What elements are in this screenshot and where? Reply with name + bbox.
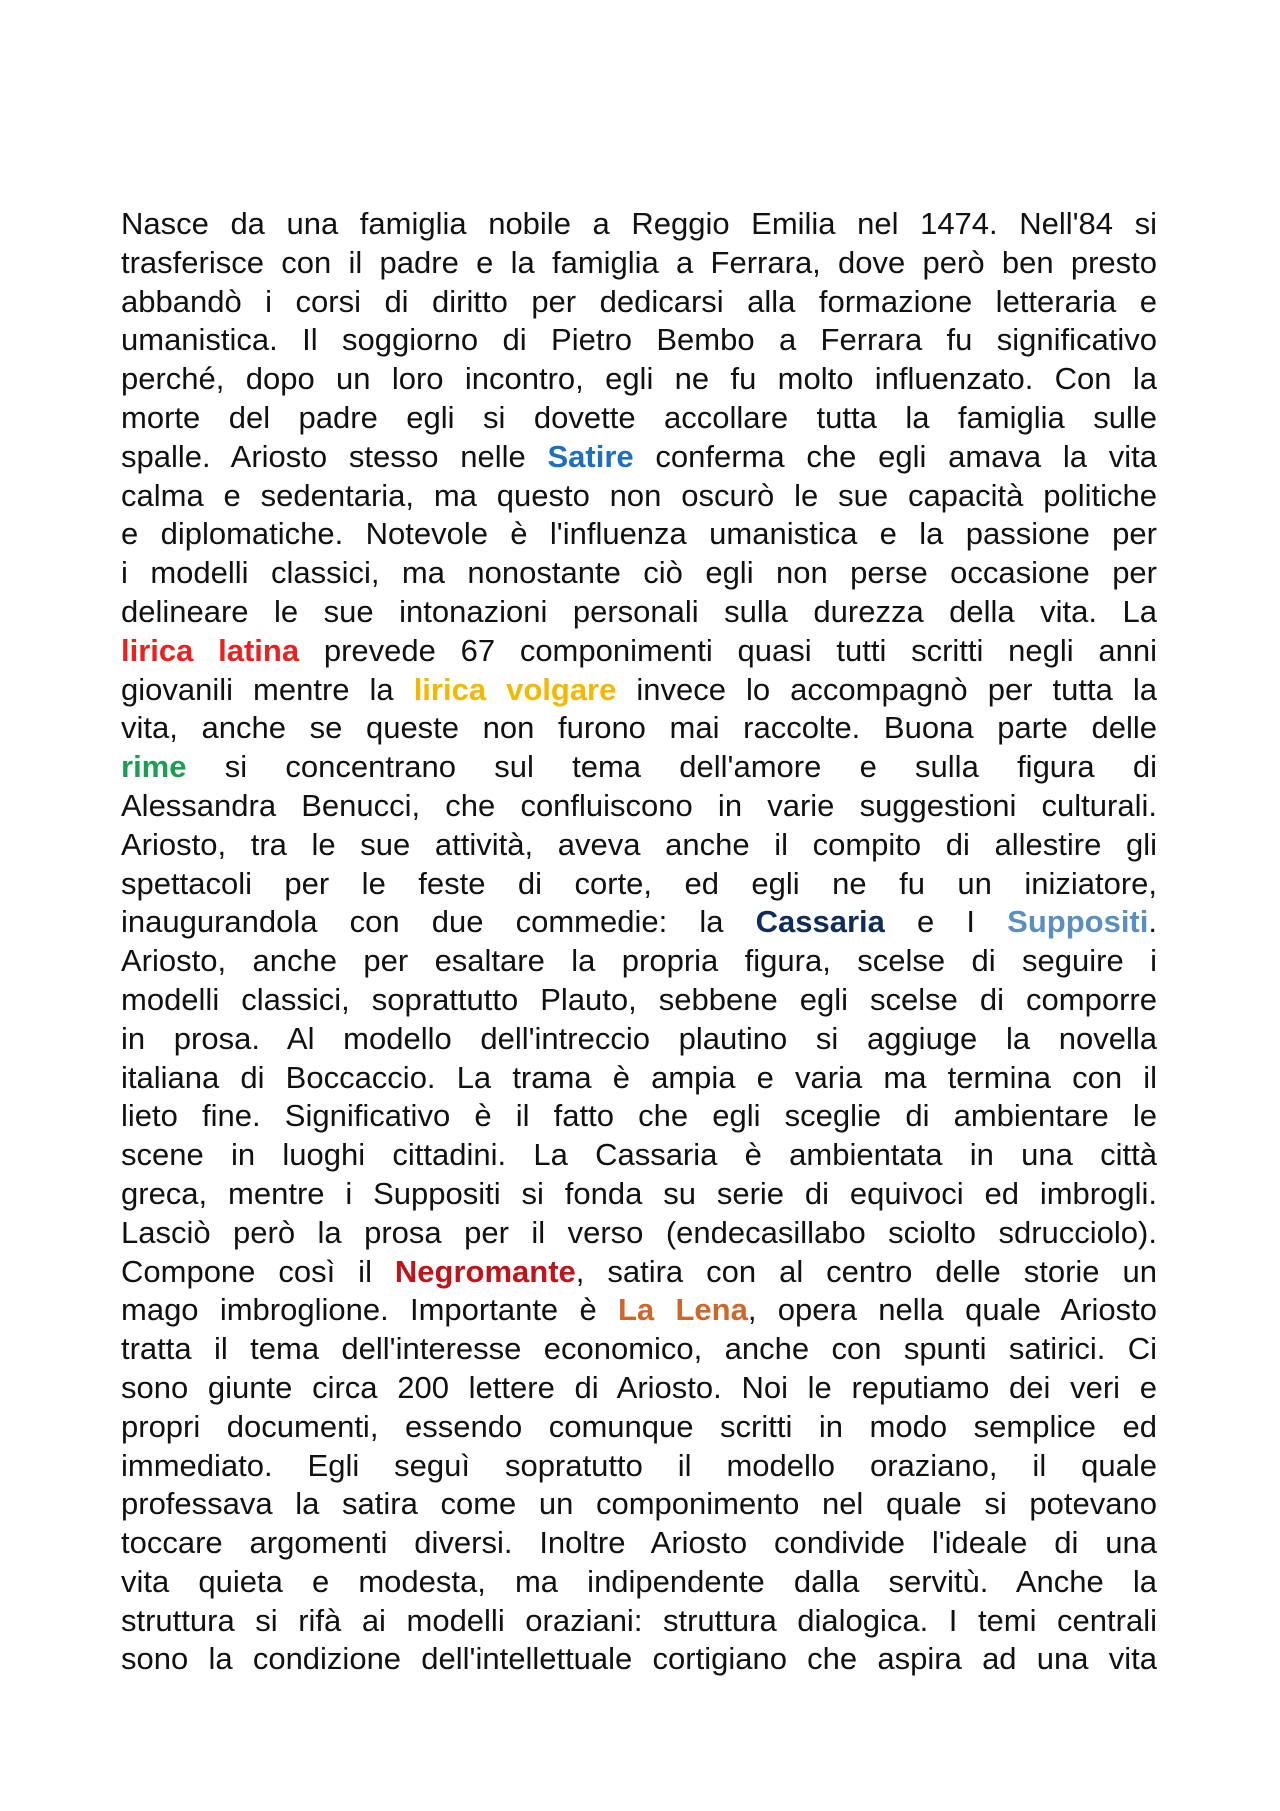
text-run: Ariosto, tra le sue attività, aveva anche il compito di allestire gli xyxy=(121,826,1157,862)
text-line xyxy=(121,1408,1157,1447)
text-line xyxy=(121,942,1157,981)
text-run: scene in luoghi cittadini. La Cassaria è ambientata in una città xyxy=(121,1137,1157,1173)
text-line xyxy=(121,671,1157,710)
text-line xyxy=(121,632,1157,671)
text-run: invece lo accompagnò per tutta la xyxy=(616,671,1157,707)
text-run: si concentrano sul tema dell'amore e sulla figura di xyxy=(186,749,1157,785)
text-run: vita quieta e modesta, ma indipendente dalla servitù. Anche la xyxy=(121,1563,1157,1599)
text-line xyxy=(121,865,1157,904)
text-run: prevede 67 componimenti quasi tutti scritti negli anni xyxy=(299,632,1157,668)
text-run: Lasciò però la prosa per il verso (endecasillabo sciolto sdrucciolo). xyxy=(121,1214,1157,1250)
text-line xyxy=(121,903,1157,942)
text-run: vita, anche se queste non furono mai raccolte. Buona parte delle xyxy=(121,710,1157,746)
text-run: sono la condizione dell'intellettuale cortigiano che aspira ad una vita xyxy=(121,1641,1157,1677)
term-negromante: Negromante xyxy=(394,1253,576,1289)
text-run: conferma che egli amava la vita xyxy=(633,438,1157,474)
text-run: abbandò i corsi di diritto per dedicarsi alla formazione letteraria e xyxy=(121,283,1157,319)
text-line xyxy=(121,1369,1157,1408)
text-run: e I xyxy=(884,904,1008,940)
text-line xyxy=(121,981,1157,1020)
text-line xyxy=(121,1602,1157,1641)
text-run: i modelli classici, ma nonostante ciò egli non perse occasione per xyxy=(121,555,1157,591)
text-line xyxy=(121,283,1157,322)
text-line xyxy=(121,1447,1157,1486)
text-line xyxy=(121,709,1157,748)
text-line xyxy=(121,1524,1157,1563)
text-line xyxy=(121,1330,1157,1369)
text-run: Alessandra Benucci, che confluiscono in varie suggestioni culturali. xyxy=(121,787,1157,823)
text-run: struttura si rifà ai modelli oraziani: struttura dialogica. I temi centrali xyxy=(121,1602,1157,1638)
text-run: lieto fine. Significativo è il fatto che egli sceglie di ambientare le xyxy=(121,1098,1157,1134)
text-run: modelli classici, soprattutto Plauto, sebbene egli scelse di comporre xyxy=(121,981,1157,1017)
text-run: spettacoli per le feste di corte, ed egli ne fu un iniziatore, xyxy=(121,865,1157,901)
text-run: giovanili mentre la xyxy=(121,671,414,707)
text-line xyxy=(121,1214,1157,1253)
text-run: greca, mentre i Suppositi si fonda su serie di equivoci ed imbrogli. xyxy=(121,1175,1157,1211)
text-run: Compone così il xyxy=(121,1253,395,1289)
text-line xyxy=(121,1563,1157,1602)
text-run: sono giunte circa 200 lettere di Ariosto. Noi le reputiamo dei veri e xyxy=(121,1369,1157,1405)
term-cassaria: Cassaria xyxy=(755,904,885,940)
document-body xyxy=(121,205,1157,1679)
text-line xyxy=(121,1059,1157,1098)
text-run: tratta il tema dell'interesse economico, anche con spunti satirici. Ci xyxy=(121,1331,1157,1367)
text-line xyxy=(121,1097,1157,1136)
text-line xyxy=(121,1253,1157,1292)
text-line xyxy=(121,1020,1157,1059)
text-run: in prosa. Al modello dell'intreccio plautino si aggiuge la novella xyxy=(121,1020,1157,1056)
text-run: propri documenti, essendo comunque scritti in modo semplice ed xyxy=(121,1408,1157,1444)
text-run: calma e sedentaria, ma questo non oscurò le sue capacità politiche xyxy=(121,477,1157,513)
text-run: spalle. Ariosto stesso nelle xyxy=(121,438,548,474)
text-line xyxy=(121,1136,1157,1175)
term-la-lena: La Lena xyxy=(618,1292,748,1328)
text-line xyxy=(121,477,1157,516)
text-run: , satira con al centro delle storie un xyxy=(575,1253,1157,1289)
text-line xyxy=(121,1640,1157,1679)
text-run: e diplomatiche. Notevole è l'influenza umanistica e la passione per xyxy=(121,516,1157,552)
text-line xyxy=(121,399,1157,438)
text-line xyxy=(121,826,1157,865)
text-run: delineare le sue intonazioni personali sulla durezza della vita. La xyxy=(121,593,1157,629)
text-run: toccare argomenti diversi. Inoltre Ariosto condivide l'ideale di una xyxy=(121,1525,1157,1561)
text-run: Nasce da una famiglia nobile a Reggio Emilia nel 1474. Nell'84 si xyxy=(121,206,1157,241)
term-lirica-volgare: lirica volgare xyxy=(413,671,617,707)
text-run: perché, dopo un loro incontro, egli ne fu molto influenzato. Con la xyxy=(121,361,1157,397)
text-line xyxy=(121,1175,1157,1214)
term-suppositi: Suppositi xyxy=(1007,904,1149,940)
text-run: morte del padre egli si dovette accollare tutta la famiglia sulle xyxy=(121,399,1157,435)
text-line xyxy=(121,205,1157,244)
text-run: umanistica. Il soggiorno di Pietro Bembo a Ferrara fu significativo xyxy=(121,322,1157,358)
text-run: professava la satira come un componimento nel quale si potevano xyxy=(121,1486,1157,1522)
text-line xyxy=(121,748,1157,787)
text-line xyxy=(121,244,1157,283)
term-rime: rime xyxy=(121,749,187,785)
text-line xyxy=(121,787,1157,826)
text-run: mago imbroglione. Importante è xyxy=(121,1292,618,1328)
text-run: inaugurandola con due commedie: la xyxy=(121,904,756,940)
term-satire: Satire xyxy=(547,438,634,474)
text-line xyxy=(121,593,1157,632)
text-run: trasferisce con il padre e la famiglia a Ferrara, dove però ben presto xyxy=(121,244,1157,280)
text-run: . xyxy=(1148,904,1157,940)
text-line xyxy=(121,1485,1157,1524)
text-line xyxy=(121,360,1157,399)
text-line xyxy=(121,1291,1157,1330)
text-line xyxy=(121,438,1157,477)
text-run: Ariosto, anche per esaltare la propria figura, scelse di seguire i xyxy=(121,943,1157,979)
text-run: italiana di Boccaccio. La trama è ampia e varia ma termina con il xyxy=(121,1059,1157,1095)
text-run: immediato. Egli seguì sopratutto il modello oraziano, il quale xyxy=(121,1447,1157,1483)
term-lirica-latina: lirica latina xyxy=(121,632,300,668)
text-line xyxy=(121,554,1157,593)
text-run: , opera nella quale Ariosto xyxy=(747,1292,1157,1328)
text-line xyxy=(121,515,1157,554)
text-line xyxy=(121,321,1157,360)
